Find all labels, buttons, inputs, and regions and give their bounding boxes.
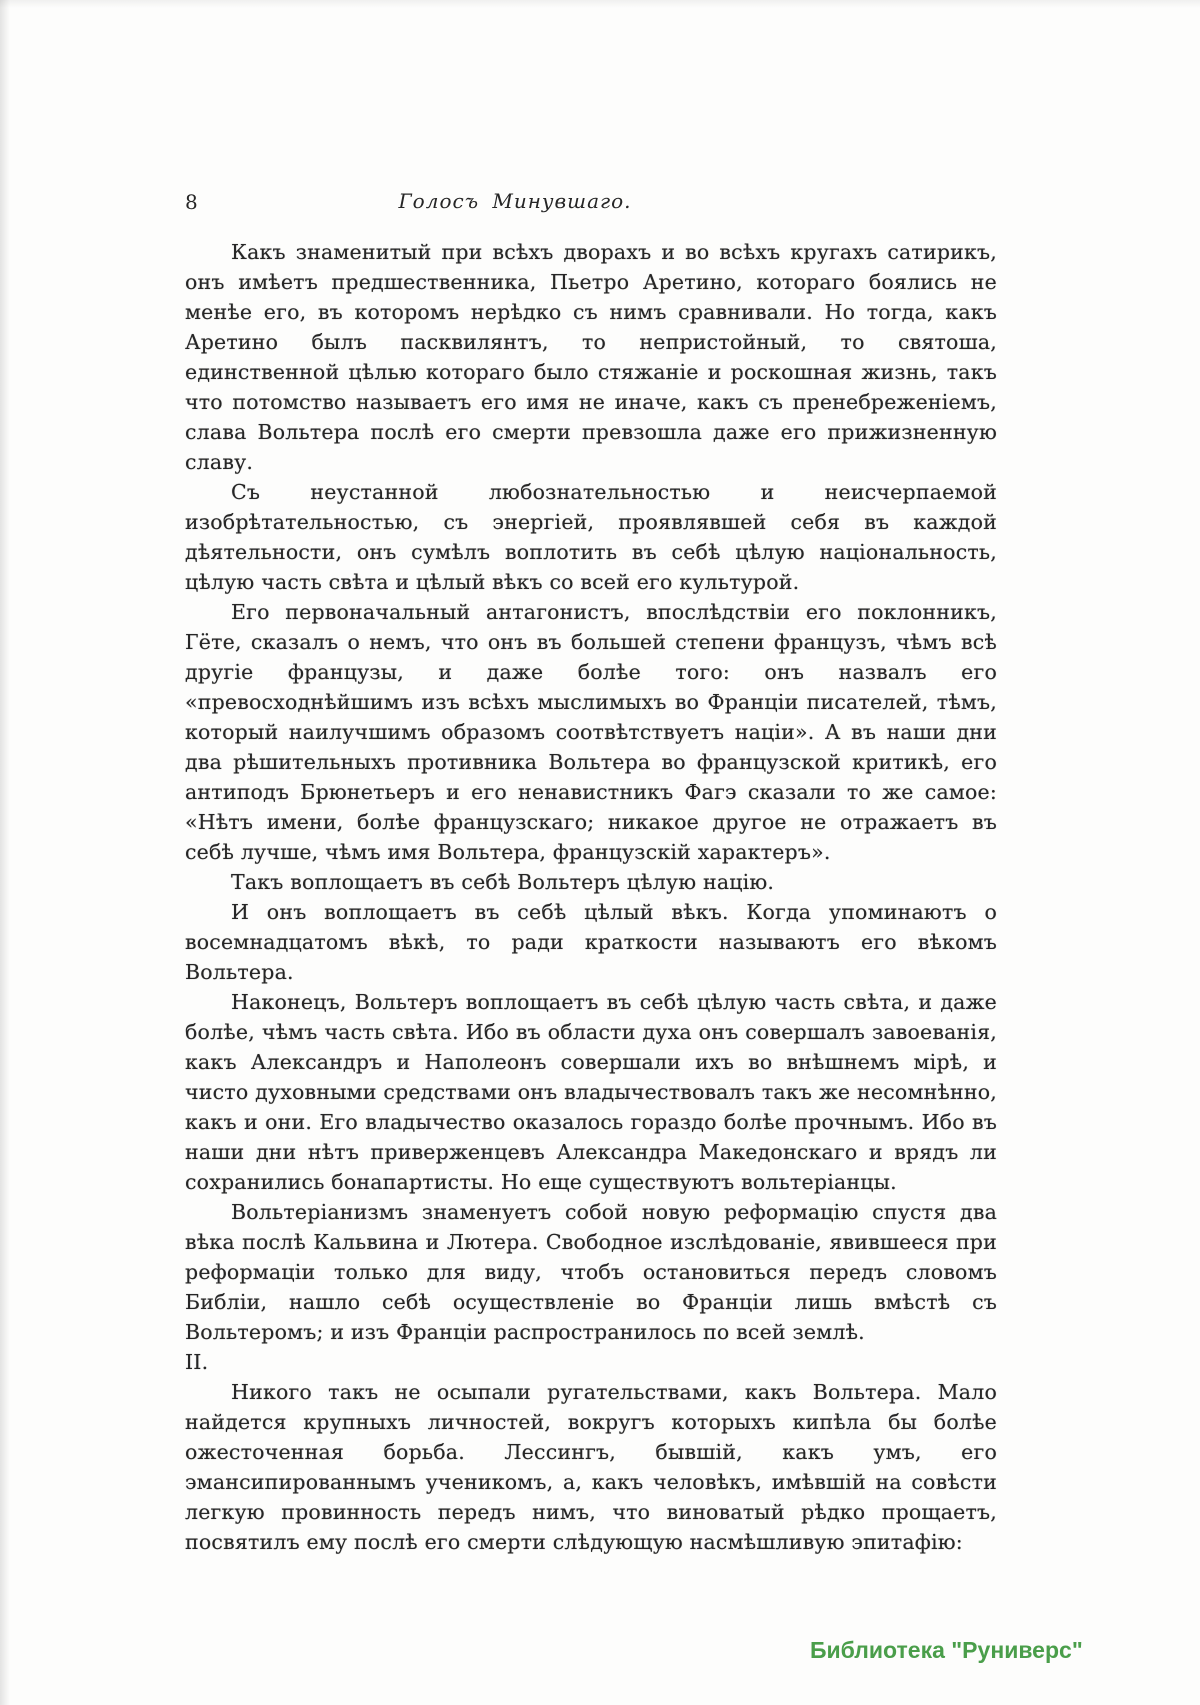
library-watermark: Библиотека "Руниверс" xyxy=(810,1637,1083,1663)
scan-edge-shadow xyxy=(0,0,10,1705)
section-heading: II. xyxy=(185,1350,209,1374)
paragraph: Такъ воплощаетъ въ себѣ Вольтеръ цѣлую націю. xyxy=(231,870,775,894)
paragraph: И онъ воплощаетъ въ себѣ цѣлый вѣкъ. Когда упоминаютъ о восемнадцатомъ вѣкѣ, то ради краткости называютъ его вѣкомъ Вольтера. xyxy=(185,900,997,984)
page-number: 8 xyxy=(185,190,198,214)
paragraph: Вольтеріанизмъ знаменуетъ собой новую реформацію спустя два вѣка послѣ Кальвина и Лютера. Свободное изслѣдованіе, явившееся при реформаціи только для виду, чтобъ остановиться передъ словомъ Библіи, нашло себѣ осуществленіе во Франціи лишь вмѣстѣ съ Вольтеромъ; и изъ Франціи распространилось по всей землѣ. xyxy=(185,1200,997,1344)
scan-edge-shadow-top xyxy=(0,0,1200,8)
paragraph: Съ неустанной любознательностью и неисчерпаемой изобрѣтательностью, съ энергіей, проявлявшей себя въ каждой дѣятельности, онъ сумѣлъ воплотить въ себѣ цѣлую національность, цѣлую часть свѣта и цѣлый вѣкъ со всей его культурой. xyxy=(185,480,997,594)
running-title: Голосъ Минувшаго. xyxy=(398,189,632,213)
paragraph: Никого такъ не осыпали ругательствами, какъ Вольтера. Мало найдется крупныхъ личностей, вокругъ которыхъ кипѣла бы болѣе ожесточенная борьба. Лессингъ, бывшій, какъ умъ, его эмансипированнымъ ученикомъ, а, какъ человѣкъ, имѣвшій на совѣсти легкую провинность передъ нимъ, что виноватый рѣдко прощаетъ, посвятилъ ему послѣ его смерти слѣдующую насмѣшливую эпитафію: xyxy=(185,1380,997,1554)
paragraph: Его первоначальный антагонистъ, впослѣдствіи его поклонникъ, Гёте, сказалъ о немъ, что онъ въ большей степени французъ, чѣмъ всѣ другіе французы, и даже болѣе того: онъ назвалъ его «превосходнѣйшимъ изъ всѣхъ мыслимыхъ во Франціи писателей, тѣмъ, который наилучшимъ образомъ соотвѣтствуетъ націи». А въ наши дни два рѣшительныхъ противника Вольтера во французской критикѣ, его антиподъ Брюнетьеръ и его ненавистникъ Фагэ сказали то же самое: «Нѣтъ имени, болѣе французскаго; никакое другое не отражаетъ въ себѣ лучше, чѣмъ имя Вольтера, французскій характеръ». xyxy=(185,600,997,864)
paragraph: Наконецъ, Вольтеръ воплощаетъ въ себѣ цѣлую часть свѣта, и даже болѣе, чѣмъ часть свѣта. Ибо въ области духа онъ совершалъ завоеванія, какъ Александръ и Наполеонъ совершали ихъ во внѣшнемъ мірѣ, и чисто духовными средствами онъ владычествовалъ такъ же несомнѣнно, какъ и они. Его владычество оказалось гораздо болѣе прочнымъ. Ибо въ наши дни нѣтъ приверженцевъ Александра Македонскаго и врядъ ли сохранились бонапартисты. Но еще существуютъ вольтеріанцы. xyxy=(185,990,997,1194)
text-column xyxy=(185,237,997,1557)
paragraph: Какъ знаменитый при всѣхъ дворахъ и во всѣхъ кругахъ сатирикъ, онъ имѣетъ предшественника, Пьетро Аретино, котораго боялись не менѣе его, въ которомъ нерѣдко съ нимъ сравнивали. Но тогда, какъ Аретино былъ пасквилянтъ, то непристойный, то святоша, единственной цѣлью котораго было стяжаніе и роскошная жизнь, такъ что потомство называетъ его имя не иначе, какъ съ пренебреженіемъ, слава Вольтера послѣ его смерти превзошла даже его прижизненную славу. xyxy=(185,240,997,474)
